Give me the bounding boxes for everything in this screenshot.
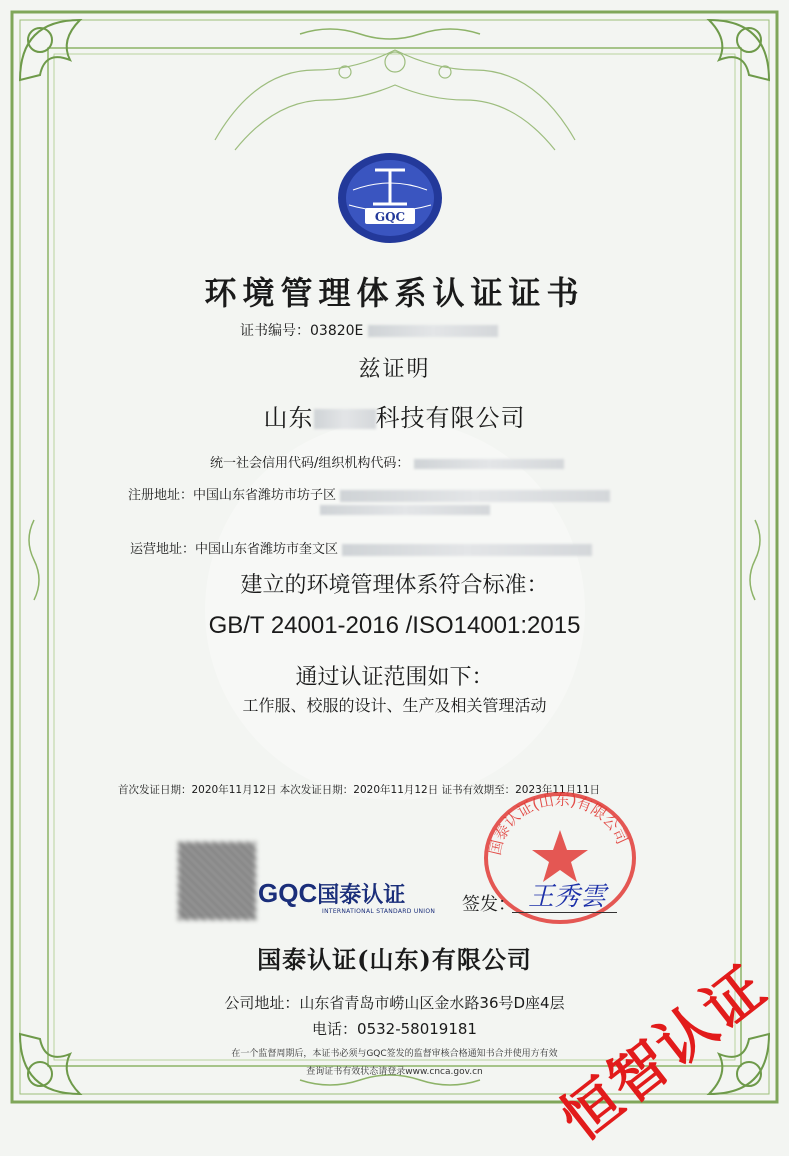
gqc-logo — [258, 878, 405, 909]
gqc-logo-subtitle: INTERNATIONAL STANDARD UNION — [322, 908, 436, 915]
credit-code-row — [210, 452, 564, 471]
certificate-title: 环境管理体系认证证书 — [204, 274, 585, 312]
redacted-block — [368, 325, 498, 337]
issuer-name: 国泰认证(山东)有限公司 — [257, 945, 532, 974]
standard-heading: 建立的环境管理体系符合标准： — [240, 573, 549, 598]
redacted-block — [340, 490, 610, 502]
watermark-text: 恒智认证 — [548, 952, 780, 1154]
gqc-logo-text: GQC — [258, 878, 318, 908]
cert-number-value: 03820E — [310, 323, 364, 339]
company-name — [0, 398, 789, 433]
reg-address-row — [128, 484, 610, 503]
standard-number: GB/T 24001-2016 /ISO14001:2015 — [208, 612, 581, 639]
redacted-block — [342, 544, 592, 556]
scope-heading: 通过认证范围如下： — [295, 665, 494, 690]
this-issue-date: 2020年11月12日 — [353, 784, 439, 796]
emblem-text: GQC — [374, 210, 406, 224]
cert-number — [240, 320, 498, 340]
supervision-note: 在一个监督周期后，本证书必须与GQC签发的监督审核合格通知书合并使用方有效 — [231, 1049, 558, 1059]
company-prefix: 山东 — [263, 404, 314, 432]
valid-until-date: 2023年11月11日 — [515, 784, 601, 796]
hereby-certify: 兹证明 — [358, 357, 431, 382]
redacted-block — [314, 409, 376, 429]
credit-code-label: 统一社会信用代码/组织机构代码： — [210, 456, 410, 471]
op-address-value: 中国山东省潍坊市奎文区 — [195, 542, 339, 557]
op-address-label: 运营地址： — [130, 542, 196, 557]
op-address-row — [130, 538, 592, 557]
redacted-block — [320, 505, 490, 515]
query-note: 查询证书有效状态请登录www.cnca.gov.cn — [306, 1067, 483, 1077]
gqc-globe-emblem — [335, 150, 445, 250]
reg-address-value: 中国山东省潍坊市坊子区 — [193, 488, 337, 503]
issuer-address: 公司地址：山东省青岛市崂山区金水路36号D座4层 — [224, 994, 565, 1012]
company-suffix: 科技有限公司 — [375, 404, 526, 432]
signature: 王秀雲 — [528, 882, 607, 912]
sign-label: 签发： — [462, 894, 516, 915]
gqc-logo-cn: 国泰认证 — [317, 883, 406, 908]
issuer-phone: 电话：0532-58019181 — [312, 1020, 477, 1038]
cert-number-label: 证书编号： — [240, 323, 310, 339]
reg-address-label: 注册地址： — [128, 488, 194, 503]
this-issue-label: 本次发证日期： — [279, 784, 354, 796]
first-issue-label: 首次发证日期： — [118, 784, 192, 796]
first-issue-date: 2020年11月12日 — [191, 784, 277, 796]
star-icon — [532, 830, 588, 882]
qr-code — [178, 842, 256, 920]
seal-text: 国泰认证(山东)有限公司 — [485, 790, 632, 857]
scope-text: 工作服、校服的设计、生产及相关管理活动 — [242, 696, 547, 715]
valid-until-label: 证书有效期至： — [441, 784, 516, 796]
redacted-block — [414, 459, 564, 469]
